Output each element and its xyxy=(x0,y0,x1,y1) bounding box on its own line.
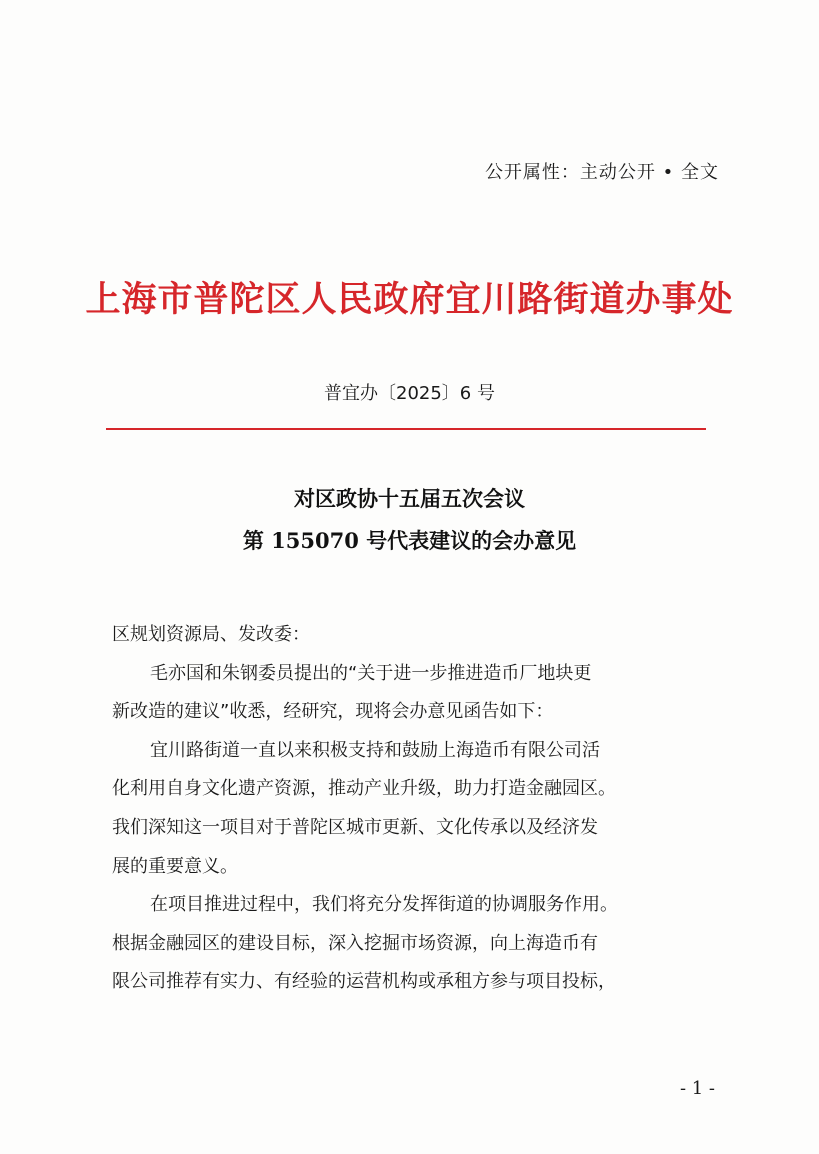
paragraph-1-line-1: 毛亦国和朱钢委员提出的“关于进一步推进造币厂地块更 xyxy=(150,662,592,684)
red-separator-line xyxy=(106,428,706,430)
paragraph-3-line-3: 限公司推荐有实力、有经验的运营机构或承租方参与项目投标， xyxy=(112,971,616,993)
paragraph-2-line-4: 展的重要意义。 xyxy=(112,855,238,877)
paragraph-3-line-2: 根据金融园区的建设目标，深入挖掘市场资源，向上海造币有 xyxy=(112,932,598,954)
paragraph-2-line-1: 宜川路街道一直以来积极支持和鼓励上海造币有限公司活 xyxy=(150,739,600,761)
document-title xyxy=(0,478,819,562)
document-body xyxy=(112,616,720,1002)
paragraph-3-line-1: 在项目推进过程中，我们将充分发挥街道的协调服务作用。 xyxy=(150,894,618,916)
disclosure-attribute: 公开属性：主动公开 • 全文 xyxy=(484,162,719,183)
document-title-line-1: 对区政协十五届五次会议 xyxy=(294,486,525,511)
paragraph-2-line-2: 化利用自身文化遗产资源，推动产业升级，助力打造金融园区。 xyxy=(112,778,616,800)
document-number: 普宜办〔2025〕6 号 xyxy=(324,383,495,404)
document-title-line-2: 第 155070 号代表建议的会办意见 xyxy=(242,528,577,553)
issuing-organization: 上海市普陀区人民政府宜川路街道办事处 xyxy=(85,279,734,320)
paragraph-2-line-3: 我们深知这一项目对于普陀区城市更新、文化传承以及经济发 xyxy=(112,816,598,838)
paragraph-1-line-2: 新改造的建议”收悉，经研究，现将会办意见函告如下： xyxy=(112,701,554,723)
addressee: 区规划资源局、发改委： xyxy=(112,624,310,645)
page-number: - 1 - xyxy=(679,1078,715,1099)
